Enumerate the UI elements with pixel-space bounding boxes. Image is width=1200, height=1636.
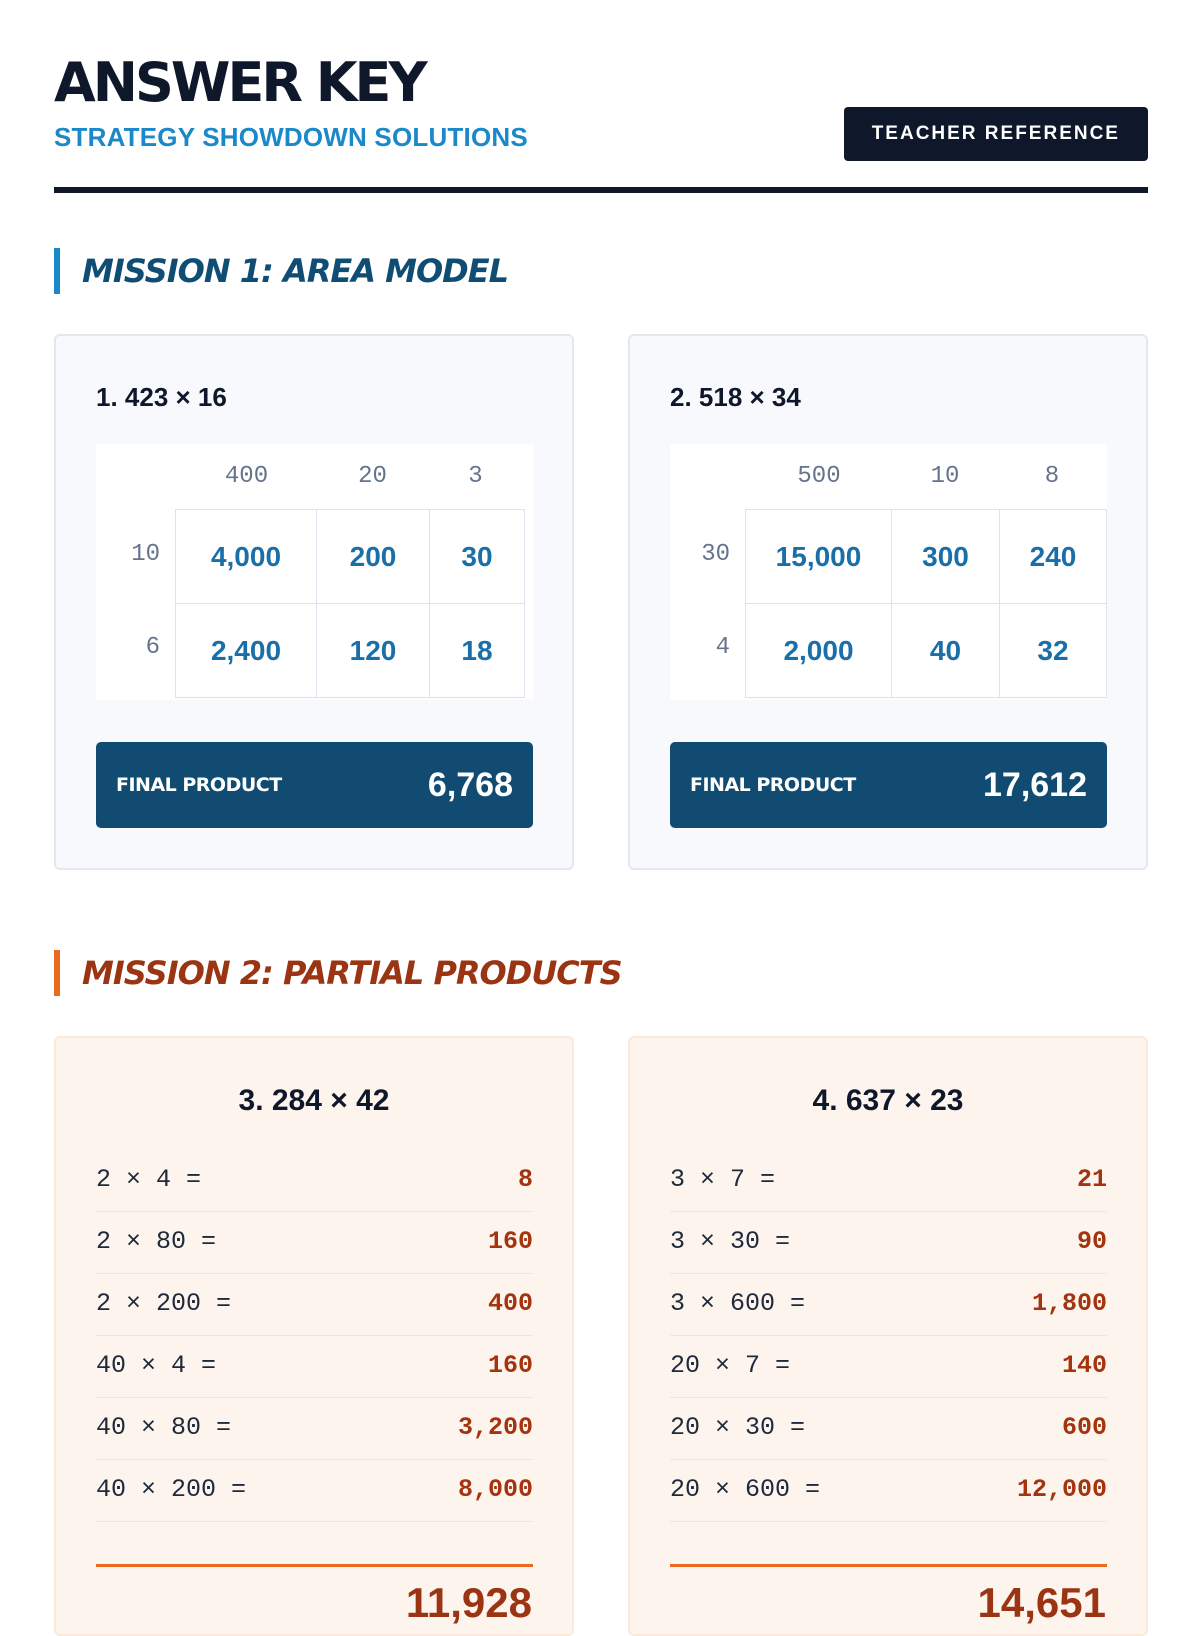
partial-equation: 20 × 30 = — [670, 1413, 806, 1442]
partial-result: 400 — [487, 1289, 533, 1318]
area-cell: 18 — [429, 603, 525, 698]
partial-equation: 2 × 4 = — [96, 1165, 202, 1194]
area-model-grid — [96, 444, 533, 700]
final-product-label: FINAL PRODUCT — [690, 774, 856, 796]
column-header: 8 — [1044, 463, 1060, 490]
row-header: 10 — [131, 541, 160, 568]
header-divider — [54, 187, 1148, 193]
problem-label: 2. 518 × 34 — [670, 382, 801, 412]
row-header: 6 — [145, 634, 160, 661]
final-product-bar — [96, 742, 533, 828]
final-product-value: 17,612 — [983, 766, 1087, 804]
column-header: 10 — [930, 463, 960, 490]
partial-result: 140 — [1061, 1351, 1107, 1380]
page-header — [54, 51, 1148, 153]
partial-products-total: 14,651 — [977, 1579, 1106, 1626]
partial-equation: 20 × 600 = — [670, 1475, 821, 1504]
partial-product-row — [96, 1150, 533, 1212]
partial-equation: 3 × 30 = — [670, 1227, 791, 1256]
partial-result: 8 — [517, 1165, 533, 1194]
row-header: 4 — [715, 634, 730, 661]
partial-result: 8,000 — [457, 1475, 533, 1504]
area-cell: 40 — [891, 603, 1000, 698]
teacher-reference-badge: TEACHER REFERENCE — [844, 107, 1148, 161]
partial-result: 1,800 — [1031, 1289, 1107, 1318]
partial-product-row — [96, 1336, 533, 1398]
final-product-bar — [670, 742, 1107, 828]
partial-equation: 2 × 200 = — [96, 1289, 232, 1318]
sum-divider — [670, 1564, 1107, 1567]
partial-result: 12,000 — [1016, 1475, 1107, 1504]
area-cell: 120 — [316, 603, 430, 698]
area-cell: 200 — [316, 509, 430, 604]
column-header: 500 — [797, 463, 841, 490]
column-header: 3 — [468, 463, 483, 490]
final-product-label: FINAL PRODUCT — [116, 774, 282, 796]
partial-result: 90 — [1076, 1227, 1107, 1256]
final-product-value: 6,768 — [427, 766, 513, 804]
partial-result: 160 — [487, 1351, 533, 1380]
partial-product-row — [670, 1212, 1107, 1274]
partial-products-total: 11,928 — [405, 1579, 532, 1626]
column-header: 20 — [358, 463, 387, 490]
area-cell: 240 — [999, 509, 1107, 604]
problem-label: 1. 423 × 16 — [96, 382, 227, 412]
row-header: 30 — [701, 541, 730, 568]
page-subtitle: STRATEGY SHOWDOWN SOLUTIONS — [54, 122, 528, 152]
partial-equation: 3 × 7 = — [670, 1165, 776, 1194]
area-cell: 300 — [891, 509, 1000, 604]
partial-equation: 40 × 4 = — [96, 1351, 217, 1380]
area-model-card-2 — [628, 334, 1148, 870]
partial-product-row — [96, 1212, 533, 1274]
partial-products-card-3 — [54, 1036, 574, 1636]
page-title: ANSWER KEY — [54, 51, 425, 114]
partial-product-row — [96, 1398, 533, 1460]
partial-result: 160 — [487, 1227, 533, 1256]
partial-product-row — [670, 1460, 1107, 1522]
partial-products-list — [96, 1150, 533, 1522]
problem-label: 3. 284 × 42 — [238, 1084, 390, 1117]
partial-result: 600 — [1061, 1413, 1107, 1442]
area-model-grid — [670, 444, 1107, 700]
mission-2-heading: MISSION 2: PARTIAL PRODUCTS — [54, 950, 854, 996]
partial-product-row — [670, 1336, 1107, 1398]
area-cell: 30 — [429, 509, 525, 604]
partial-products-list — [670, 1150, 1107, 1522]
column-header: 400 — [224, 463, 269, 490]
sum-divider — [96, 1564, 533, 1567]
partial-equation: 20 × 7 = — [670, 1351, 791, 1380]
area-cell: 32 — [999, 603, 1107, 698]
partial-equation: 40 × 200 = — [96, 1475, 247, 1504]
partial-equation: 3 × 600 = — [670, 1289, 806, 1318]
partial-result: 21 — [1076, 1165, 1107, 1194]
area-cell: 4,000 — [175, 509, 317, 604]
area-cell: 15,000 — [745, 509, 892, 604]
partial-product-row — [96, 1274, 533, 1336]
area-cell: 2,400 — [175, 603, 317, 698]
mission-1-heading: MISSION 1: AREA MODEL — [54, 248, 854, 294]
partial-product-row — [96, 1460, 533, 1522]
partial-product-row — [670, 1274, 1107, 1336]
partial-result: 3,200 — [457, 1413, 533, 1442]
area-cell: 2,000 — [745, 603, 892, 698]
problem-label: 4. 637 × 23 — [812, 1084, 964, 1117]
partial-equation: 40 × 80 = — [96, 1413, 232, 1442]
partial-product-row — [670, 1150, 1107, 1212]
partial-product-row — [670, 1398, 1107, 1460]
partial-equation: 2 × 80 = — [96, 1227, 217, 1256]
area-model-card-1 — [54, 334, 574, 870]
partial-products-card-4 — [628, 1036, 1148, 1636]
